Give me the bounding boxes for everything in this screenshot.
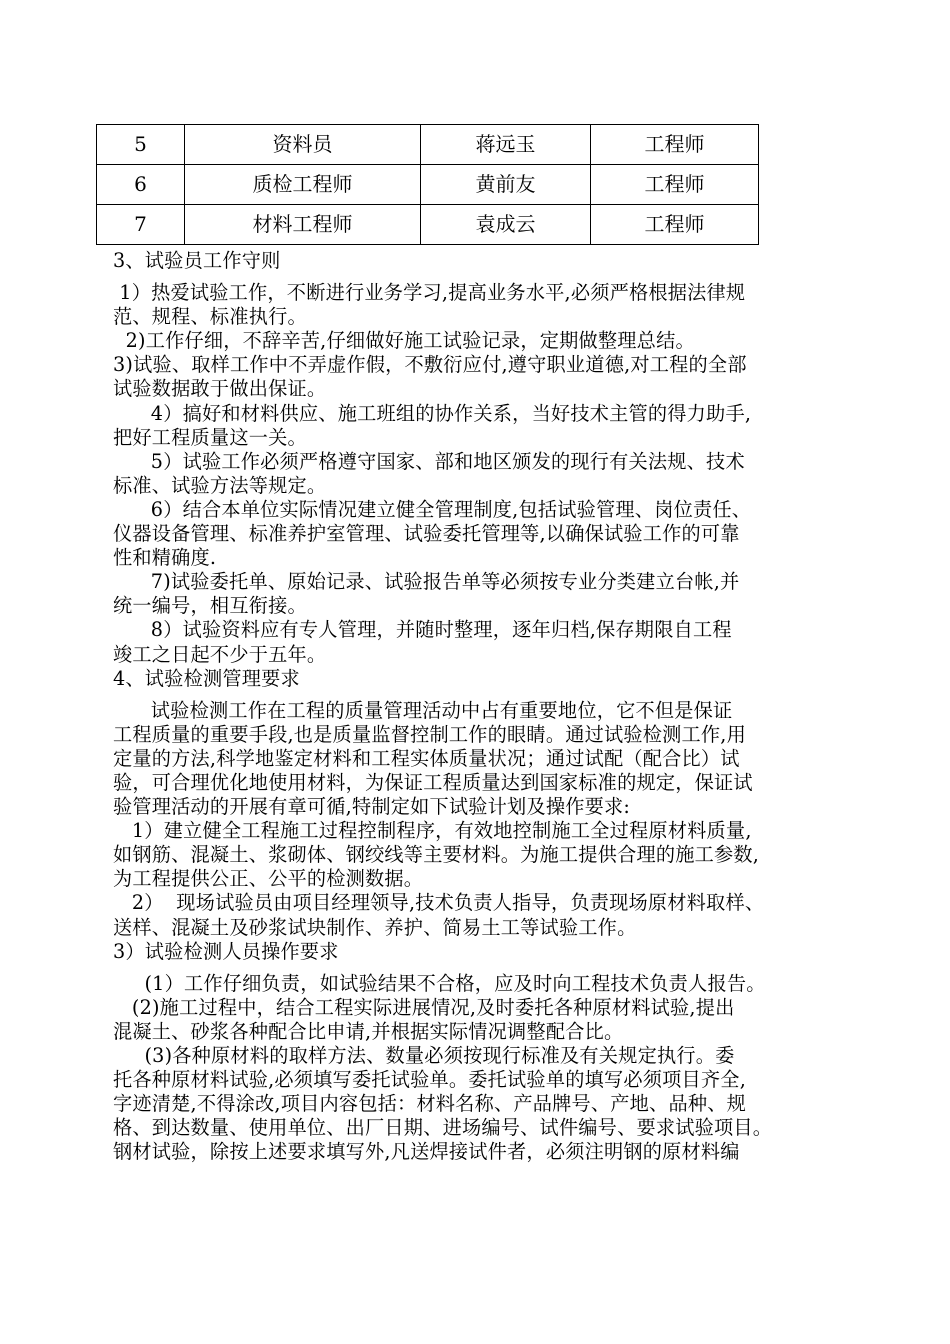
text-line: 范、规程、标准执行。 [113,305,307,329]
text-line: 2） 现场试验员由项目经理领导,技术负责人指导，负责现场原材料取样、 [113,891,765,915]
text-line: 把好工程质量这一关。 [113,425,307,449]
text-line: 6）结合本单位实际情况建立健全管理制度,包括试验管理、岗位责任、 [113,497,752,521]
text-line: 1）热爱试验工作，不断进行业务学习,提高业务水平,必须严格根据法律规 [113,281,746,305]
text-line: (3)各种原材料的取样方法、数量必须按现行标准及有关规定执行。委 [113,1044,735,1067]
text-line: 托各种原材料试验,必须填写委托试验单。委托试验单的填写必须项目齐全, [113,1068,746,1092]
text-line: 工程质量的重要手段,也是质量监督控制工作的眼睛。通过试验检测工作,用 [113,722,746,746]
text-line: 如钢筋、混凝土、浆砌体、钢绞线等主要材料。为施工提供合理的施工参数, [113,843,760,867]
text-line: 4、试验检测管理要求 [113,666,300,690]
text-line: 字迹清楚,不得涂改,项目内容包括：材料名称、产品牌号、产地、品种、规 [113,1092,746,1116]
text-line: 1）建立健全工程施工过程控制程序，有效地控制施工全过程原材料质量, [113,819,752,843]
text-line: 标准、试验方法等规定。 [113,473,327,497]
cell-position: 资料员 [185,125,421,165]
table-row [97,205,759,245]
text-line: 试验检测工作在工程的质量管理活动中占有重要地位，它不但是保证 [113,698,733,722]
text-line: 统一编号，相互衔接。 [113,594,307,618]
text-line: 混凝土、砂浆各种配合比申请,并根据实际情况调整配合比。 [113,1019,624,1043]
cell-title: 工程师 [591,205,759,245]
text-line: 为工程提供公正、公平的检测数据。 [113,867,424,891]
text-line: 4）搞好和材料供应、施工班组的协作关系，当好技术主管的得力助手, [113,401,752,425]
staff-table [96,124,759,245]
cell-title: 工程师 [591,125,759,165]
cell-name: 黄前友 [421,165,591,205]
cell-name: 蒋远玉 [421,125,591,165]
text-line: 3）试验检测人员操作要求 [113,939,339,963]
paragraph-gap [113,964,873,972]
table-row [97,125,759,165]
paragraph-gap [113,691,873,699]
cell-index: 6 [97,165,185,205]
text-line: (1）工作仔细负责，如试验结果不合格，应及时向工程技术负责人报告。 [113,971,766,995]
cell-name: 袁成云 [421,205,591,245]
text-line: 性和精确度. [113,546,217,570]
text-line: 验管理活动的开展有章可循,特制定如下试验计划及操作要求: [113,795,631,819]
text-line: 3)试验、取样工作中不弄虚作假，不敷衍应付,遵守职业道德,对工程的全部 [113,353,747,377]
text-line: (2)施工过程中，结合工程实际进展情况,及时委托各种原材料试验,提出 [113,995,735,1019]
table-row [97,165,759,205]
text-line: 8）试验资料应有专人管理，并随时整理，逐年归档,保存期限自工程 [113,618,732,642]
text-line: 钢材试验，除按上述要求填写外,凡送焊接试件者，必须注明钢的原材料编 [113,1140,740,1164]
text-line: 格、到达数量、使用单位、出厂日期、进场编号、试件编号、要求试验项目。 [113,1116,773,1140]
text-line: 2)工作仔细，不辞辛苦,仔细做好施工试验记录，定期做整理总结。 [113,329,695,353]
text-line: 验，可合理优化地使用材料，为保证工程质量达到国家标准的规定，保证试 [113,770,753,794]
cell-index: 7 [97,205,185,245]
text-line: 3、试验员工作守则 [113,249,281,272]
text-line: 送样、混凝土及砂浆试块制作、养护、简易土工等试验工作。 [113,915,637,939]
paragraph-gap [113,273,873,281]
text-line: 试验数据敢于做出保证。 [113,377,327,401]
cell-position: 材料工程师 [185,205,421,245]
document-body [113,249,873,1164]
text-line: 5）试验工作必须严格遵守国家、部和地区颁发的现行有关法规、技术 [113,449,745,473]
text-line: 7)试验委托单、原始记录、试验报告单等必须按专业分类建立台帐,并 [113,570,740,594]
text-line: 定量的方法,科学地鉴定材料和工程实体质量状况；通过试配（配合比）试 [113,746,740,770]
cell-position: 质检工程师 [185,165,421,205]
text-line: 仪器设备管理、标准养护室管理、试验委托管理等,以确保试验工作的可靠 [113,522,740,546]
cell-index: 5 [97,125,185,165]
text-line: 竣工之日起不少于五年。 [113,642,327,666]
cell-title: 工程师 [591,165,759,205]
